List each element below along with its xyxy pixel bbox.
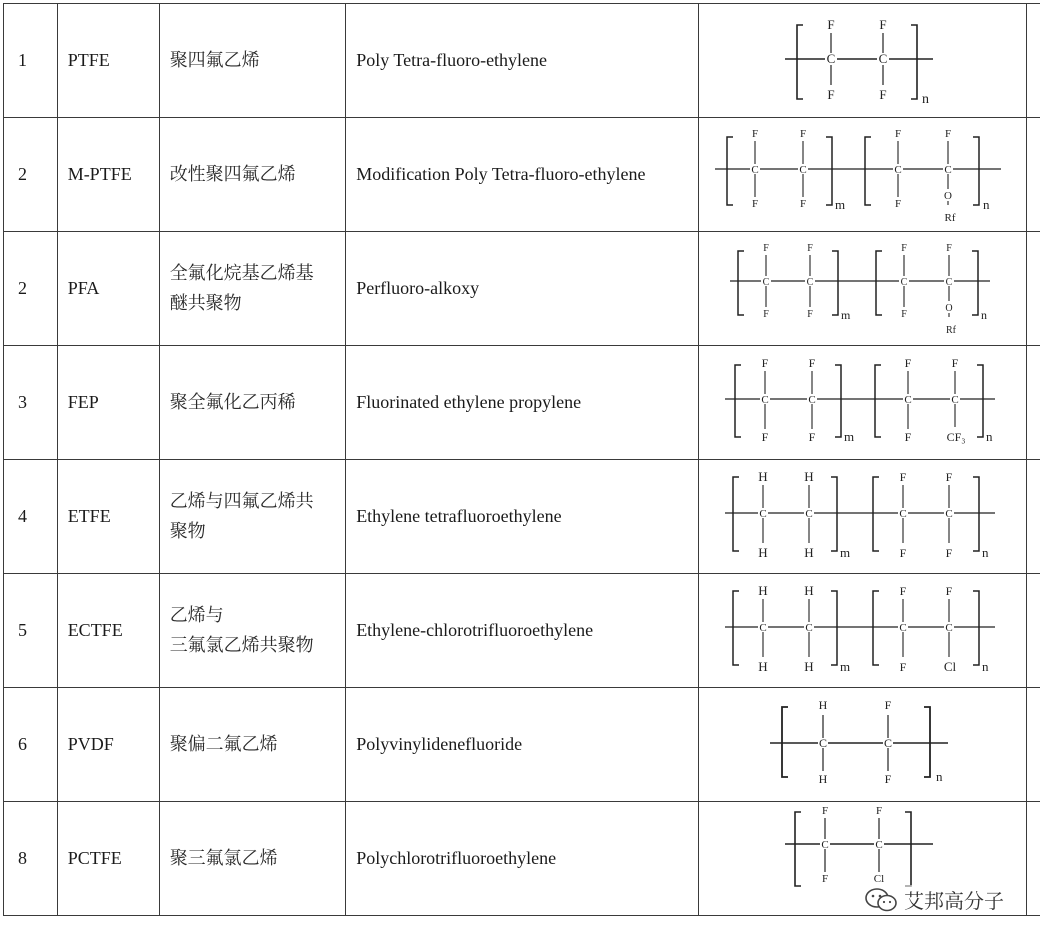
svg-text:C: C	[808, 393, 816, 406]
svg-text:C: C	[894, 163, 902, 176]
svg-text:m: m	[843, 428, 854, 444]
svg-text:n: n	[921, 91, 929, 107]
english-name: Ethylene-chlorotrifluoroethylene	[346, 574, 699, 688]
svg-text:F: F	[945, 469, 953, 484]
svg-text:n: n	[935, 768, 943, 784]
svg-text:F: F	[945, 583, 953, 598]
svg-text:Rf: Rf	[945, 324, 956, 336]
svg-text:H: H	[804, 468, 814, 484]
svg-text:C: C	[944, 163, 952, 176]
svg-text:C: C	[875, 838, 883, 851]
svg-text:H: H	[804, 658, 814, 674]
svg-text:F: F	[879, 16, 887, 32]
svg-text:C: C	[899, 621, 907, 634]
svg-text:F: F	[763, 308, 769, 320]
svg-text:Rf: Rf	[944, 211, 956, 224]
svg-text:C: C	[799, 163, 807, 176]
svg-text:m: m	[840, 307, 851, 322]
svg-text:F: F	[894, 127, 901, 140]
row-number: 2	[4, 232, 58, 346]
abbreviation: PTFE	[57, 4, 159, 118]
table-row	[4, 118, 1040, 232]
svg-text:F: F	[899, 469, 907, 484]
chinese-name: 全氟化烷基乙烯基 醚共聚物	[159, 232, 346, 346]
svg-text:n: n	[985, 428, 993, 444]
english-name: Poly Tetra-fluoro-ethylene	[346, 4, 699, 118]
table-row	[4, 688, 1040, 802]
chinese-name: 聚三氟氯乙烯	[159, 802, 346, 916]
ptfe-structure-formula	[783, 11, 943, 111]
abbreviation: PCTFE	[57, 802, 159, 916]
svg-text:F: F	[884, 771, 892, 786]
svg-text:C: C	[904, 393, 912, 406]
row-number: 6	[4, 688, 58, 802]
svg-text:H: H	[758, 468, 768, 484]
svg-text:O: O	[943, 189, 952, 202]
fep-structure-formula	[723, 353, 1003, 453]
svg-text:n: n	[981, 658, 989, 674]
svg-text:H: H	[818, 697, 828, 712]
wechat-icon	[864, 887, 898, 913]
svg-text:F: F	[944, 127, 951, 140]
svg-text:C: C	[945, 507, 953, 520]
svg-text:C: C	[805, 621, 813, 634]
svg-text:n: n	[980, 307, 987, 322]
svg-text:C: C	[759, 507, 767, 520]
structure-cell	[699, 688, 1027, 802]
svg-text:F: F	[945, 545, 953, 560]
svg-text:H: H	[804, 544, 814, 560]
pfa-structure-formula	[728, 237, 998, 341]
svg-text:F: F	[808, 355, 816, 370]
chinese-name: 聚四氟乙烯	[159, 4, 346, 118]
svg-text:C: C	[945, 276, 953, 288]
svg-text:O: O	[945, 302, 953, 314]
svg-text:F: F	[807, 308, 813, 320]
english-name: Ethylene tetrafluoroethylene	[346, 460, 699, 574]
svg-text:n: n	[981, 544, 989, 560]
svg-text:F: F	[904, 429, 912, 444]
svg-text:H: H	[758, 658, 768, 674]
table-row	[4, 460, 1040, 574]
svg-text:Cl: Cl	[873, 872, 885, 885]
svg-text:C: C	[900, 276, 908, 288]
svg-text:F: F	[821, 804, 828, 817]
svg-text:F: F	[884, 697, 892, 712]
svg-text:C: C	[821, 838, 829, 851]
svg-text:F: F	[946, 242, 952, 254]
svg-text:F: F	[808, 429, 816, 444]
abbreviation: M-PTFE	[57, 118, 159, 232]
structure-cell	[699, 460, 1027, 574]
svg-text:F: F	[901, 308, 907, 320]
svg-text:F: F	[751, 127, 758, 140]
table-row	[4, 346, 1040, 460]
svg-text:C: C	[826, 50, 836, 66]
row-number: 1	[4, 4, 58, 118]
svg-text:F: F	[899, 659, 907, 674]
svg-text:CF₃: CF₃	[946, 429, 966, 444]
svg-text:H: H	[804, 582, 814, 598]
pvdf-structure-formula	[768, 695, 958, 795]
svg-text:F: F	[901, 242, 907, 254]
table-row	[4, 574, 1040, 688]
row-number: 2	[4, 118, 58, 232]
svg-text:C: C	[751, 163, 759, 176]
chinese-name: 乙烯与 三氟氯乙烯共聚物	[159, 574, 346, 688]
table-row	[4, 4, 1040, 118]
svg-text:F: F	[761, 355, 769, 370]
english-name: Modification Poly Tetra-fluoro-ethylene	[346, 118, 699, 232]
svg-text:H: H	[758, 544, 768, 560]
structure-cell	[699, 118, 1027, 232]
abbreviation: FEP	[57, 346, 159, 460]
svg-text:F: F	[827, 16, 835, 32]
structure-cell	[699, 4, 1027, 118]
english-name: Perfluoro-alkoxy	[346, 232, 699, 346]
svg-text:F: F	[904, 355, 912, 370]
svg-text:Cl: Cl	[943, 658, 957, 674]
svg-text:F: F	[951, 355, 959, 370]
svg-text:F: F	[899, 545, 907, 560]
svg-text:F: F	[763, 242, 769, 254]
svg-text:H: H	[818, 771, 828, 786]
svg-text:C: C	[759, 621, 767, 634]
svg-text:C: C	[883, 735, 892, 750]
svg-text:F: F	[879, 86, 887, 102]
svg-text:C: C	[899, 507, 907, 520]
svg-text:C: C	[818, 735, 827, 750]
svg-text:F: F	[875, 804, 882, 817]
svg-text:C: C	[762, 276, 770, 288]
structure-cell	[699, 574, 1027, 688]
structure-cell	[699, 346, 1027, 460]
row-number: 4	[4, 460, 58, 574]
svg-text:C: C	[945, 621, 953, 634]
svg-text:F: F	[807, 242, 813, 254]
table-row	[4, 232, 1040, 346]
m-ptfe-structure-formula	[713, 123, 1013, 227]
watermark-text: 艾邦高分子	[904, 889, 1004, 913]
chinese-name: 聚全氟化乙丙稀	[159, 346, 346, 460]
svg-text:C: C	[951, 393, 959, 406]
abbreviation: ECTFE	[57, 574, 159, 688]
etfe-structure-formula	[723, 467, 1003, 567]
svg-text:H: H	[758, 582, 768, 598]
abbreviation: PVDF	[57, 688, 159, 802]
svg-text:F: F	[761, 429, 769, 444]
row-number: 8	[4, 802, 58, 916]
chinese-name: 聚偏二氟乙烯	[159, 688, 346, 802]
chinese-name: 乙烯与四氟乙烯共 聚物	[159, 460, 346, 574]
svg-text:C: C	[805, 507, 813, 520]
row-number: 3	[4, 346, 58, 460]
svg-text:m: m	[834, 196, 845, 212]
svg-text:F: F	[899, 583, 907, 598]
svg-text:C: C	[806, 276, 814, 288]
svg-text:F: F	[799, 197, 806, 210]
svg-text:F: F	[799, 127, 806, 140]
english-name: Polychlorotrifluoroethylene	[346, 802, 699, 916]
svg-text:F: F	[827, 86, 835, 102]
svg-text:C: C	[878, 50, 888, 66]
svg-text:m: m	[839, 544, 850, 560]
structure-cell	[699, 232, 1027, 346]
fluoropolymer-table	[3, 3, 1040, 916]
svg-text:F: F	[894, 197, 901, 210]
abbreviation: PFA	[57, 232, 159, 346]
english-name: Fluorinated ethylene propylene	[346, 346, 699, 460]
svg-text:C: C	[761, 393, 769, 406]
ectfe-structure-formula	[723, 581, 1003, 681]
watermark	[864, 885, 1004, 914]
svg-text:F: F	[821, 872, 828, 885]
svg-text:m: m	[839, 658, 850, 674]
chinese-name: 改性聚四氟乙烯	[159, 118, 346, 232]
english-name: Polyvinylidenefluoride	[346, 688, 699, 802]
abbreviation: ETFE	[57, 460, 159, 574]
svg-text:n: n	[982, 196, 990, 212]
row-number: 5	[4, 574, 58, 688]
svg-text:F: F	[751, 197, 758, 210]
